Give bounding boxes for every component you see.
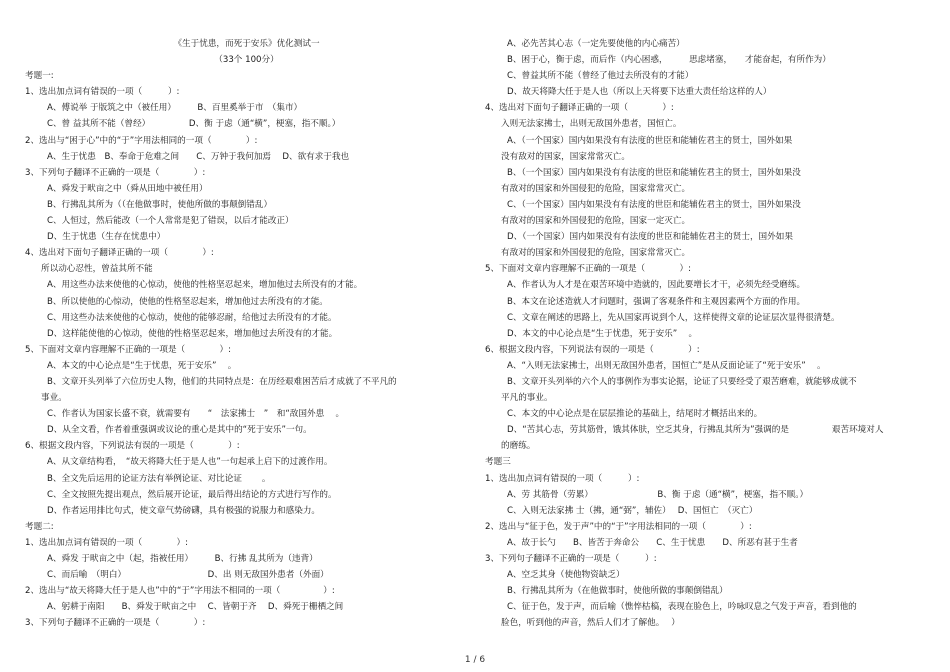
text-line: A、必先苦其心志（一定先要使他的内心痛苦） <box>507 39 685 49</box>
text-line: 2、选出与“困于心”中的“于”字用法相同的一项（ ）: <box>25 135 258 146</box>
text-line: B、文章开头列举的六个人的事例作为事实论据，论证了只要经受了艰苦磨难，就能够成就不 <box>507 376 857 387</box>
text-line: 有敌对的国家和外国侵犯的危险，国家常常灭亡。 <box>501 248 691 259</box>
text-line: D、从全文看，作者着重强调或议论的重心是其中的“死于安乐”一句。 <box>47 425 312 436</box>
text-line: A、故于长勺 B、皆苦于奔命公 C、生于忧患 D、所恶有甚于生者 <box>507 537 798 548</box>
text-line: 1、选出加点词有错误的一项（ ）: <box>25 87 180 98</box>
text-line: A、（一个国家）国内如果没有有法度的世臣和能辅佐君主的贤士，国外如果 <box>507 135 793 146</box>
text-line: B、全文先后运用的论证方法有举例论证、对比论证 。 <box>47 473 271 484</box>
text-line: 1、选出加点词有错误的一项（ ）: <box>25 537 189 548</box>
text-line: 平凡的事业。 <box>501 393 553 404</box>
text-line: A、躬耕于南阳 B、舜发于畎亩之中 C、皆朝于齐 D、舜死于栅栖之间 <box>47 602 344 613</box>
text-line: 3、下列句子翻译不正确的一项是（ ）: <box>25 618 206 629</box>
text-line: 入则无法家拂士，出则无敌国外患者，国恒亡。 <box>501 119 682 130</box>
text-line: A、空乏其身（使他物资缺乏） <box>507 570 625 581</box>
text-line: C、作者认为国家长盛不衰，就需要有 “ 法家拂士 ” 和“敌国外患 。 <box>47 409 345 420</box>
text-line: B、行拂乱其所为（在他做事时，使他所做的事颠倒错乱） <box>507 586 728 597</box>
text-line: 有敌对的国家和外国侵犯的危险，国家常常灭亡。 <box>501 183 691 194</box>
text-line: A、傅说举 于版筑之中（被任用） B、百里奚举于市 （集市） <box>47 103 303 114</box>
text-line: C、用这些办法来使他的心惊动，使他的能够忍耐，给他过去所没有的才能。 <box>47 312 337 323</box>
text-line: C、曾益其所不能（曾经了他过去所没有的才能） <box>507 71 694 82</box>
text-line: 所以动心忍性，曾益其所不能 <box>41 264 153 275</box>
text-line: D、这样能使他的心惊动，使他的性格坚忍起来，增加他过去所没有的才能。 <box>47 328 338 339</box>
text-line: D、作者运用排比句式，使文章气势磅礴，具有极强的说服力和感染力。 <box>47 505 321 516</box>
left-text-block <box>25 68 468 631</box>
text-line: 4、选出对下面句子翻译正确的一项（ ）: <box>485 103 674 114</box>
text-line: 的磨练。 <box>501 441 536 452</box>
text-line: 3、下列句子翻译不正确的一项是（ ）: <box>485 554 657 564</box>
text-line: 考题一: <box>25 71 54 82</box>
text-line: 1、选出加点词有错误的一项（ ）: <box>485 473 640 484</box>
text-line: A、生于忧患 B、奉命于危难之间 C、万钟于我何加焉 D、欲有求于我也 <box>47 151 350 162</box>
text-line: B、本文在论述造就人才问题时，强调了客观条件和主观因素两个方面的作用。 <box>507 296 806 307</box>
text-line: C、曾 益其所不能（曾经） D、衡 于虑（通“横”，梗塞，指不顺。） <box>47 119 341 130</box>
text-line: B、行拂乱其所为（（在他做事时，使他所做的事颠倒错乱） <box>47 199 273 210</box>
text-line: 有敌对的国家和外国侵犯的危险，国家一定灭亡。 <box>501 216 691 227</box>
text-line: 考题三 <box>485 457 511 468</box>
text-line: D、本文的中心论点是“生于忧患，死于安乐” 。 <box>507 328 698 339</box>
text-line: C、入则无法家拂 士（拂，通“弼”，辅佐） D、国恒亡 （灭亡） <box>507 505 758 516</box>
text-line: 4、选出对下面句子翻译正确的一项（ ）: <box>25 248 214 259</box>
text-line: 没有敌对的国家，国家常常灭亡。 <box>501 151 630 162</box>
text-line: A、舜发于畎亩之中（舜从田地中被任用） <box>47 183 208 194</box>
text-line: 6、根据文段内容，下列说法有误的一项是（ ）: <box>25 441 240 452</box>
text-line: 3、下列句子翻译不正确的一项是（ ）: <box>25 167 206 178</box>
text-line: A、从文章结构看， “故天将降大任于是人也”一句起承上启下的过渡作用。 <box>47 457 333 468</box>
text-line: D、生于忧患（生存在忧患中） <box>47 232 166 243</box>
text-line: C、（一个国家）国内如果没有有法度的世臣和能辅佐君主的贤士，国外如果没 <box>507 199 801 210</box>
text-line: A、舜发 于畎亩之中（起，指被任用） B、行拂 乱其所为（违背） <box>47 554 318 564</box>
text-line: 5、下面对文章内容理解不正确的一项是（ ）: <box>485 264 692 275</box>
left-column <box>25 36 468 631</box>
text-line: C、本文的中心论点是在层层推论的基础上，结尾时才概括出来的。 <box>507 409 763 420</box>
right-column <box>485 36 925 631</box>
text-line: 2、选出与“故天将降大任于是人也”中的“于”字用法不相同的一项（ ）: <box>25 586 335 597</box>
text-line: B、困于心，衡于虑，而后作（内心困惑， 思虑堵塞， 才能奋起，有所作为） <box>507 55 831 66</box>
text-line: C、文章在阐述的思路上，先从国家再说到个人，这样使得文章的论证层次显得很清楚。 <box>507 312 840 323</box>
page-number: 1 / 6 <box>464 655 486 665</box>
text-line: B、（一个国家）国内如果没有有法度的世臣和能辅佐君主的贤士，国外如果没 <box>507 167 801 178</box>
text-line: C、而后喻 （明白） D、出 则无敌国外患者（外面） <box>47 570 329 581</box>
text-line: A、作者认为人才是在艰苦环境中造就的，因此要增长才干，必须先经受磨练。 <box>507 280 806 291</box>
text-line: 事业。 <box>41 393 67 404</box>
text-line: B、所以使他的心惊动，使他的性格坚忍起来，增加他过去所没有的才能。 <box>47 296 328 307</box>
document-title: 《生于忧患，而死于安乐》优化测试一 <box>173 39 320 49</box>
text-line: A、劳 其筋骨（劳累） B、衡 于虑（通“横”，梗塞，指不顺。） <box>507 489 809 500</box>
text-line: C、人恒过，然后能改（一个人常常是犯了错误，以后才能改正） <box>47 216 294 227</box>
text-line: D、故天将降大任于是人也（所以上天将要下达重大责任给这样的人） <box>507 87 772 98</box>
right-text-block <box>485 36 925 631</box>
text-line: 2、选出与“征于色，发于声”中的“于”字用法相同的一项（ ）: <box>485 521 752 532</box>
text-line: A、本文的中心论点是“生于忧患，死于安乐” 。 <box>47 360 237 371</box>
text-line: A、用这些办法来使他的心惊动，使他的性格坚忍起来，增加他过去所没有的才能。 <box>47 280 363 291</box>
text-line: C、征于色，发于声，而后喻（憔悴枯槁，表现在脸色上，吟咏叹息之气发于声音，看到他的 <box>507 602 857 613</box>
text-line: C、全文按照先提出观点，然后展开论证，最后得出结论的方式进行写作的。 <box>47 489 337 500</box>
text-line: 脸色，听到他的声音，然后人们才了解他。 ） <box>501 618 680 629</box>
text-line: D、（一个国家）国内如果没有有法度的世臣和能辅佐君主的贤士，国外如果 <box>507 232 793 243</box>
text-line: A、“入则无法家拂士，出则无敌国外患者，国恒亡”是从反面论证了“死于安乐” 。 <box>507 360 826 371</box>
text-line: B、文章开头列举了六位历史人物，他们的共同特点是：在历经艰难困苦后才成就了不平凡的 <box>47 376 397 387</box>
text-line: 6、根据文段内容，下列说法有误的一项是（ ）: <box>485 344 700 355</box>
text-line: D、“苦其心志，劳其筋骨，饿其体肤，空乏其身，行拂乱其所为”强调的是 艰苦环境对人 <box>507 425 884 436</box>
text-line: 5、下面对文章内容理解不正确的一项是（ ）: <box>25 344 232 355</box>
document-subtitle: （33个 100分） <box>214 55 279 66</box>
text-line: 考题二: <box>25 521 54 532</box>
